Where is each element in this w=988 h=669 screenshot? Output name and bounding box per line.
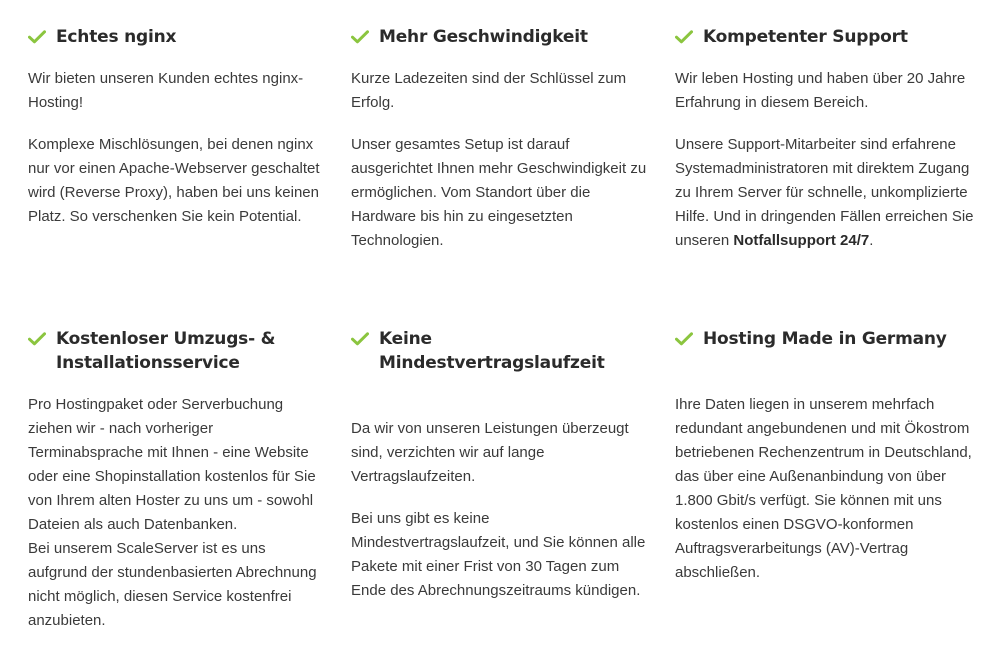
feature-paragraph: Wir bieten unseren Kunden echtes nginx-Hosting! <box>28 70 304 111</box>
feature-paragraph: Kurze Ladezeiten sind der Schlüssel zum Erfolg. <box>351 70 627 111</box>
feature-paragraph: Pro Hostingpaket oder Serverbuchung ziehen wir - nach vorheriger Terminabsprache mit Ihnen - eine Website oder eine Shopinstallation kostenlos für Sie von Ihrem alten Hoster zu uns um - sowohl Dateien als auch Datenbanken. <box>28 396 316 533</box>
feature-paragraph: Bei unserem ScaleServer ist es uns aufgrund der stundenbasierten Abrechnung nicht möglich, diesen Service kostenfrei anzubieten. <box>28 540 317 629</box>
feature-title <box>675 327 975 351</box>
heading-spacer <box>351 375 651 399</box>
feature-title <box>351 25 651 49</box>
feature-kompetenter-support <box>675 25 975 253</box>
checkmark-icon <box>28 30 46 44</box>
emphasis-suffix: . <box>869 232 874 249</box>
feature-title <box>28 327 328 375</box>
feature-paragraph: Da wir von unseren Leistungen überzeugt sind, verzichten wir auf lange Vertragslaufzeiten. <box>351 420 629 485</box>
emergency-support-highlight: Notfallsupport 24/7 <box>733 232 870 249</box>
checkmark-icon <box>351 30 369 44</box>
checkmark-icon <box>28 332 46 346</box>
feature-paragraph: Unser gesamtes Setup ist darauf ausgerichtet Ihnen mehr Geschwindigkeit zu ermöglichen. Vom Standort über die Hardware bis hin zu eingesetzten Technologien. <box>351 136 647 249</box>
feature-title <box>351 327 651 375</box>
feature-made-in-germany <box>675 327 975 585</box>
feature-title <box>675 25 975 49</box>
feature-paragraph: Komplexe Mischlösungen, bei denen nginx nur vor einen Apache-Webserver geschaltet wird (Reverse Proxy), haben bei uns keinen Platz. So verschenken Sie kein Potential. <box>28 136 320 225</box>
checkmark-icon <box>351 332 369 346</box>
feature-title-text: Hosting Made in Germany <box>703 329 947 349</box>
checkmark-icon <box>675 30 693 44</box>
feature-umzugsservice <box>28 327 328 633</box>
heading-spacer <box>675 351 975 375</box>
checkmark-icon <box>675 332 693 346</box>
feature-paragraph <box>675 133 975 253</box>
feature-mehr-geschwindigkeit <box>351 25 651 253</box>
feature-title-text: Mehr Geschwindigkeit <box>379 27 588 47</box>
feature-paragraph: Wir leben Hosting und haben über 20 Jahre Erfahrung in diesem Bereich. <box>675 70 966 111</box>
feature-paragraph: Bei uns gibt es keine Mindestvertragslaufzeit, und Sie können alle Pakete mit einer Frist von 30 Tagen zum Ende des Abrechnungszeitraums kündigen. <box>351 510 646 599</box>
feature-echtes-nginx <box>28 25 328 229</box>
feature-title-text: Echtes nginx <box>56 27 177 47</box>
feature-title-text: Kostenloser Umzugs- & Installationsservice <box>56 329 276 373</box>
feature-title-text: Keine Mindestvertragslaufzeit <box>379 329 605 373</box>
feature-keine-mindestlaufzeit <box>351 327 651 603</box>
feature-title <box>28 25 328 49</box>
feature-title-text: Kompetenter Support <box>703 27 908 47</box>
feature-paragraph: Ihre Daten liegen in unserem mehrfach redundant angebundenen und mit Ökostrom betriebenen Rechenzentrum in Deutschland, das über eine Außenanbindung von über 1.800 Gbit/s verfügt. Sie können mit uns kostenlos einen DSGVO-konformen Auftragsverarbeitungs (AV)-Vertrag abschließen. <box>675 396 972 581</box>
feature-paragraph-text: Unsere Support-Mitarbeiter sind erfahrene Systemadministratoren mit direktem Zugang zu Ihrem Server für schnelle, unkomplizierte Hilfe. Und in dringenden Fällen erreichen Sie unseren <box>675 136 974 249</box>
